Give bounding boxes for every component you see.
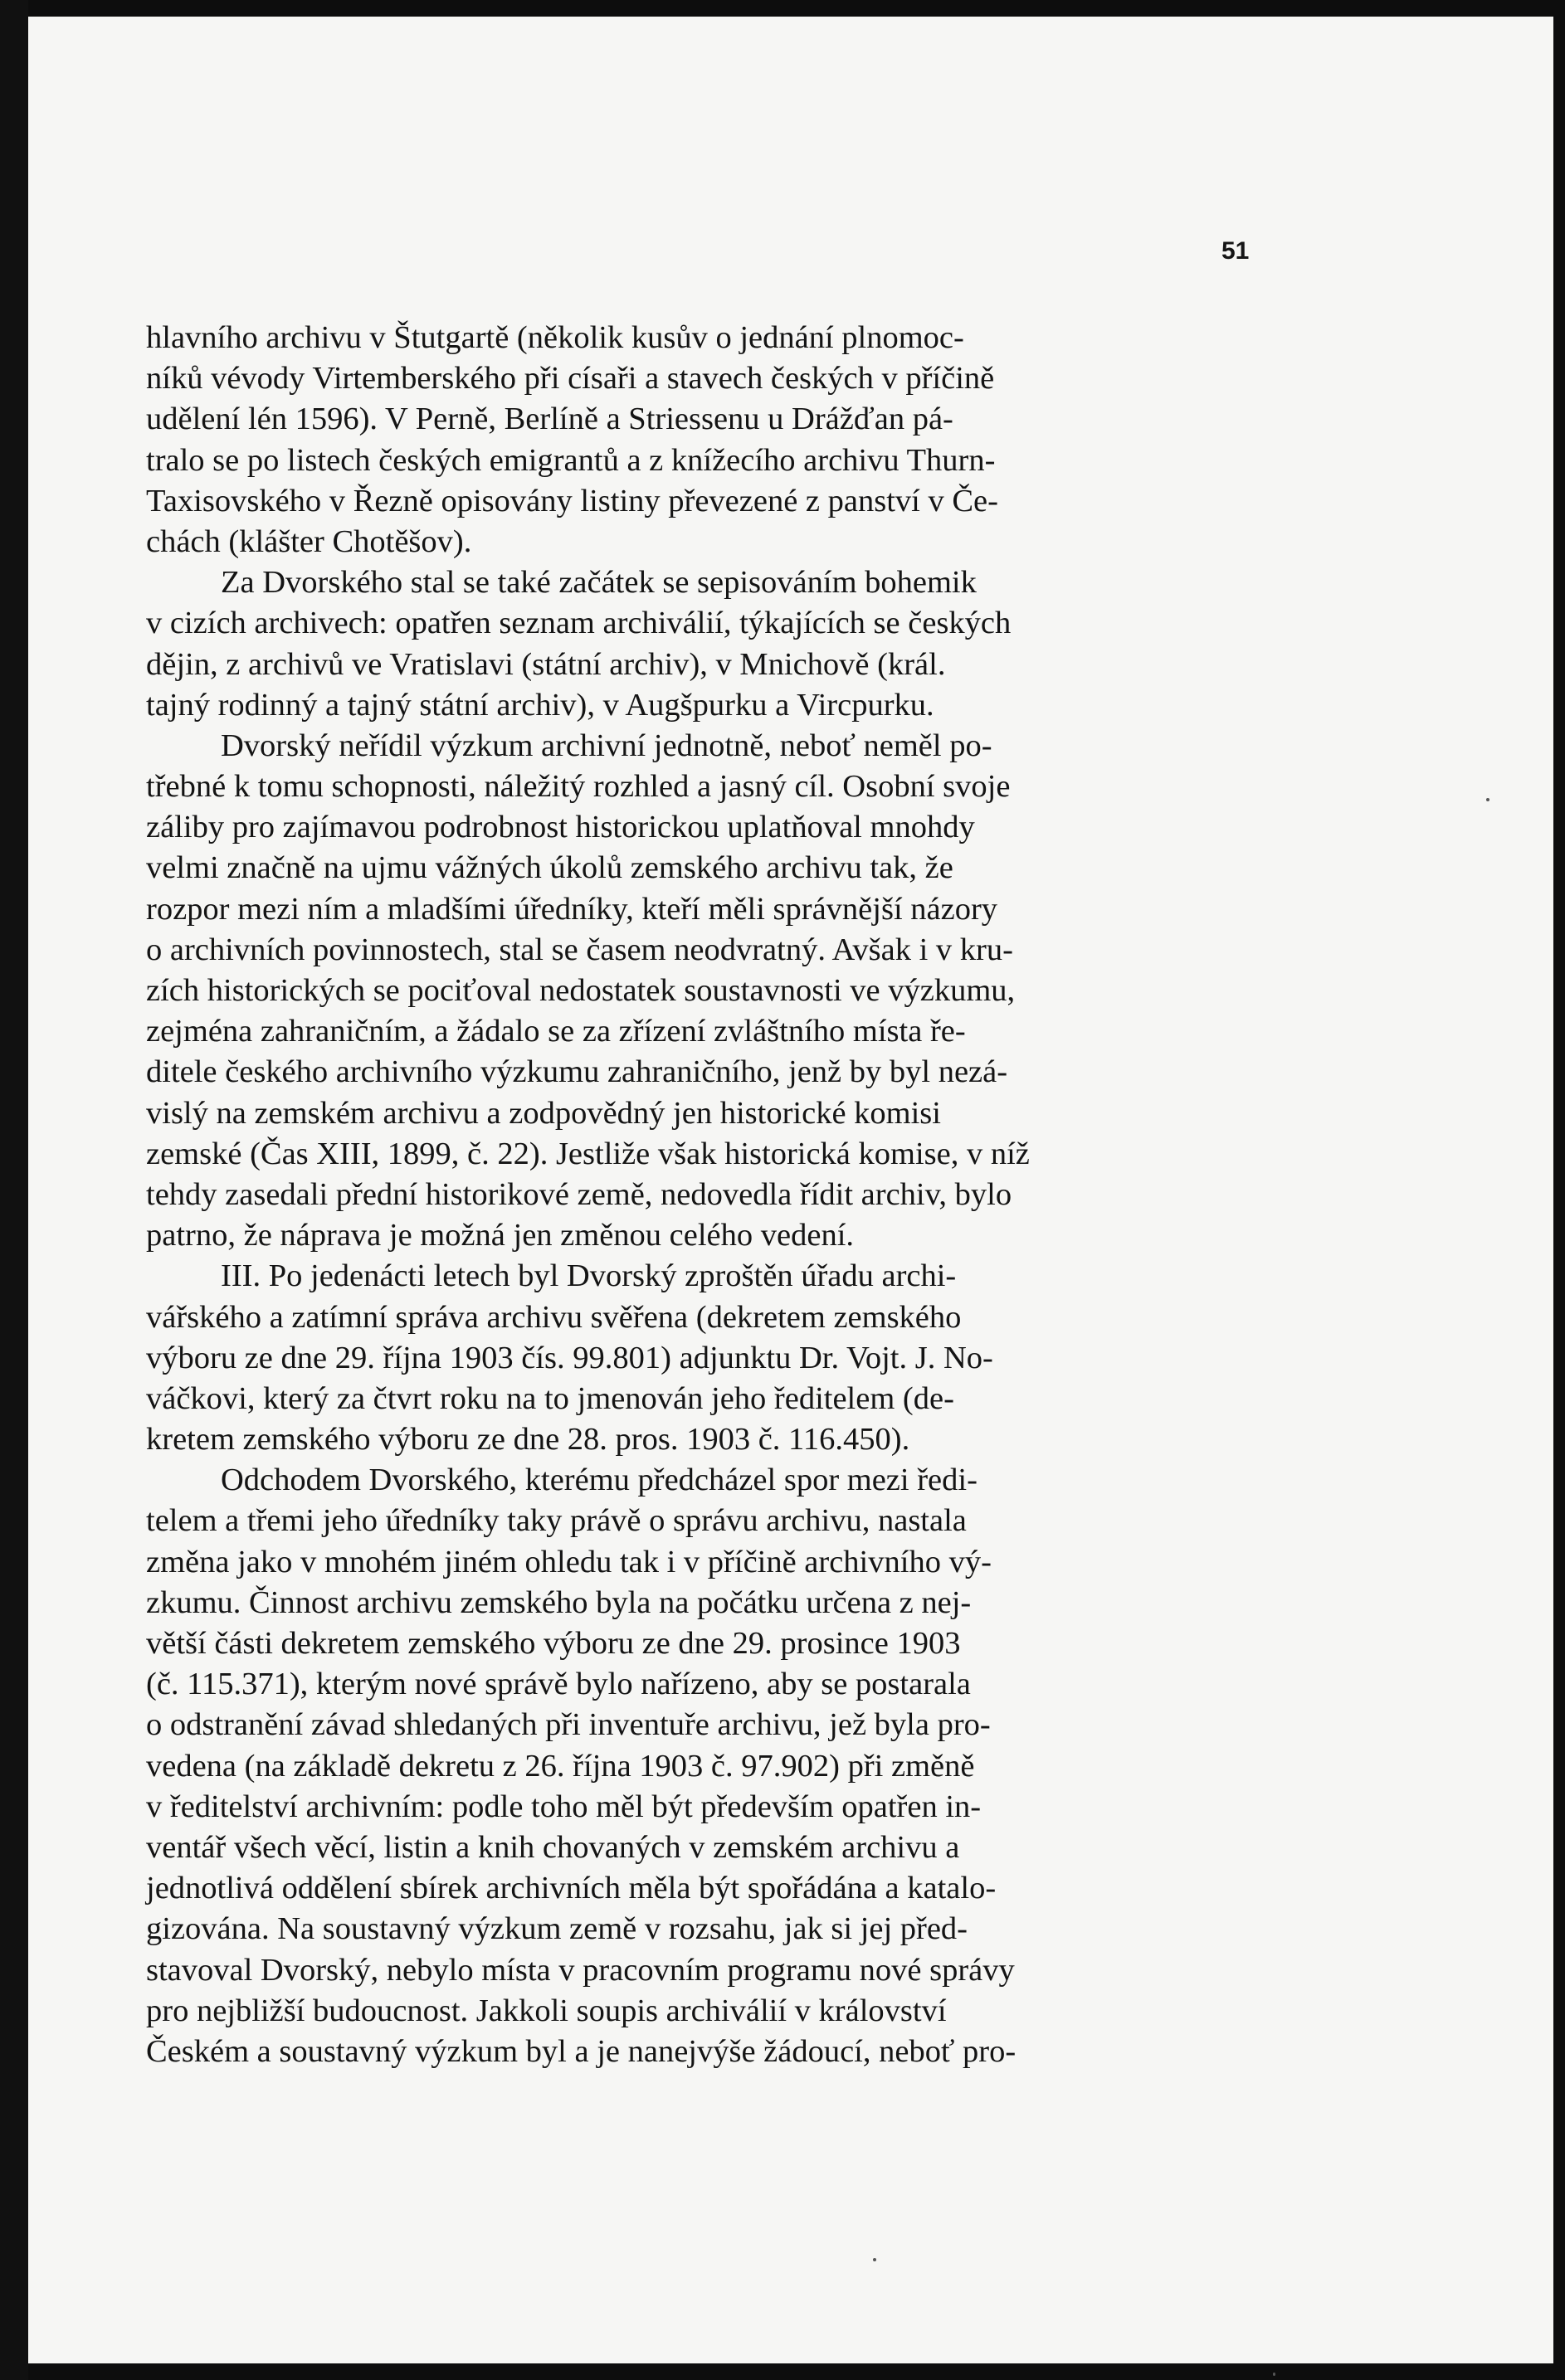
text-line: gizována. Na soustavný výzkum země v rozsahu, jak si jej před- [146,1911,968,1947]
scan-speck [1273,2373,1275,2376]
text-line: o archivních povinnostech, stal se časem neodvratný. Avšak i v kru- [146,932,1013,967]
text-line: pro nejbližší budoucnost. Jakkoli soupis archiválií v království [146,1993,947,2028]
text-line: jednotlivá oddělení sbírek archivních měla být spořádána a katalo- [146,1871,997,1906]
text-line: zkumu. Činnost archivu zemského byla na počátku určena z nej- [146,1584,972,1620]
text-line: rozpor mezi ním a mladšími úředníky, kteří měli správnější názory [146,891,998,927]
text-line: větší části dekretem zemského výboru ze dne 29. prosince 1903 [146,1626,961,1661]
scan-speck [873,2258,876,2261]
text-line: výboru ze dne 29. října 1903 čís. 99.801) adjunktu Dr. Vojt. J. No- [146,1340,993,1375]
text-line: ventář všech věcí, listin a knih chovaných v zemském archivu a [146,1829,960,1865]
text-line: Českém a soustavný výzkum byl a je nanejvýše žádoucí, neboť pro- [146,2033,1017,2069]
scan-speck [1486,798,1489,801]
text-line: kretem zemského výboru ze dne 28. pros. 1903 č. 116.450). [146,1422,910,1458]
text-line: tajný rodinný a tajný státní archiv), v Augšpurku a Vircpurku. [146,687,934,723]
text-line: Dvorský neřídil výzkum archivní jednotně, neboť neměl po- [221,728,992,763]
text-line: v ředitelství archivním: podle toho měl být především opatřen in- [146,1789,982,1824]
text-line: vedena (na základě dekretu z 26. října 1903 č. 97.902) při změně [146,1748,975,1784]
text-line: Taxisovského v Řezně opisovány listiny převezené z panství v Če- [146,483,998,518]
scan-edge [0,0,28,2380]
text-line: ditele českého archivního výzkumu zahraničního, jenž by byl nezá- [146,1054,1008,1090]
text-line: Za Dvorského stal se také začátek se sepisováním bohemik [221,565,977,601]
text-line: vářského a zatímní správa archivu svěřena (dekretem zemského [146,1299,962,1335]
text-line: zejména zahraničním, a žádalo se za zřízení zvláštního místa ře- [146,1014,966,1049]
text-line: hlavního archivu v Štutgartě (několik kusův o jednání plnomoc- [146,320,964,355]
text-line: třebné k tomu schopnosti, náležitý rozhled a jasný cíl. Osobní svoje [146,769,1011,805]
text-line: Odchodem Dvorského, kterému předcházel spor mezi ředi- [221,1463,978,1498]
text-line: zemské (Čas XIII, 1899, č. 22). Jestliže však historická komise, v níž [146,1136,1030,1171]
text-line: záliby pro zajímavou podrobnost historickou uplatňoval mnohdy [146,810,975,845]
text-line: tralo se po listech českých emigrantů a z knížecího archivu Thurn- [146,442,996,478]
text-line: vislý na zemském archivu a zodpovědný jen historické komisi [146,1095,941,1131]
text-line: o odstranění závad shledaných při inventuře archivu, jež byla pro- [146,1707,991,1743]
page-number: 51 [1221,237,1250,265]
text-line: telem a třemi jeho úředníky taky právě o správu archivu, nastala [146,1503,967,1539]
text-line: (č. 115.371), kterým nové správě bylo nařízeno, aby se postarala [146,1667,971,1702]
text-line: patrno, že náprava je možná jen změnou celého vedení. [146,1218,855,1253]
body-text [146,318,1270,2072]
text-line: tehdy zasedali přední historikové země, nedovedla řídit archiv, bylo [146,1176,1012,1212]
text-line: udělení lén 1596). V Perně, Berlíně a Striessenu u Drážďan pá- [146,402,953,437]
text-line: změna jako v mnohém jiném ohledu tak i v příčině archivního vý- [146,1544,992,1579]
text-line: zích historických se pociťoval nedostatek soustavnosti ve výzkumu, [146,973,1016,1008]
text-line: váčkovi, který za čtvrt roku na to jmenován jeho ředitelem (de- [146,1380,954,1416]
text-line: III. Po jedenácti letech byl Dvorský zproštěn úřadu archi- [221,1258,957,1294]
text-line: stavoval Dvorský, nebylo místa v pracovním programu nové správy [146,1952,1015,1988]
text-line: níků vévody Virtemberského při císaři a stavech českých v příčině [146,361,995,397]
text-line: chách (klášter Chotěšov). [146,523,472,559]
text-line: v cizích archivech: opatřen seznam archiválií, týkajících se českých [146,606,1012,641]
text-line: dějin, z archivů ve Vratislavi (státní archiv), v Mnichově (král. [146,646,946,682]
text-line: velmi značně na ujmu vážných úkolů zemského archivu tak, že [146,850,953,886]
